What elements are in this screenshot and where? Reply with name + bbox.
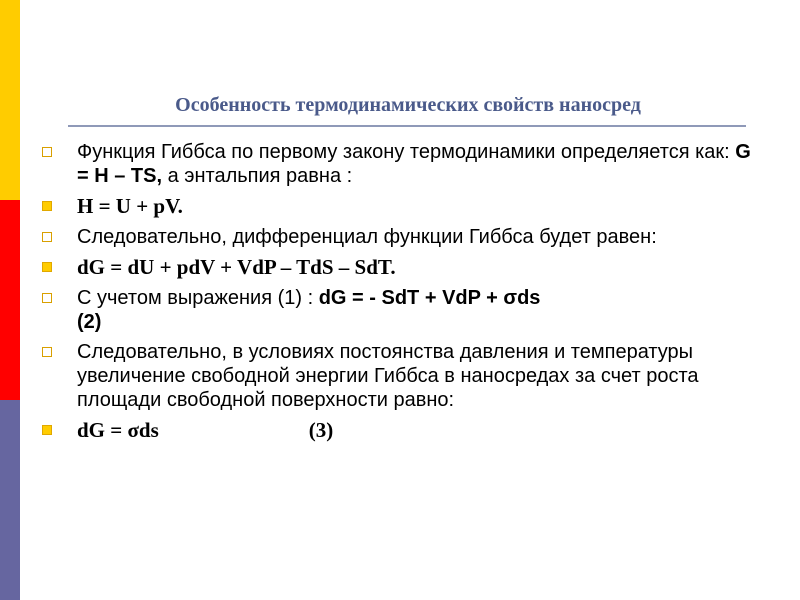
list-item: Следовательно, дифференциал функции Гиббса будет равен: [42, 225, 752, 249]
title-divider [68, 125, 746, 127]
list-item: Функция Гиббса по первому закону термодинамики определяется как: G = H – TS, а энтальпия равна : [42, 140, 752, 188]
list-item: Следовательно, в условиях постоянства давления и температуры увеличение свободной энергии Гиббса в наносредах за счет роста площади свободной поверхности равно: [42, 340, 752, 412]
filled-square-bullet-icon [42, 262, 52, 272]
hollow-square-bullet-icon [42, 293, 52, 303]
list-item: dG = dU + pdV + VdP – TdS – SdT. [42, 255, 752, 280]
bullet-list [42, 140, 752, 449]
list-item: H = U + pV. [42, 194, 752, 219]
filled-square-bullet-icon [42, 201, 52, 211]
slide-title: Особенность термодинамических свойств наносред [175, 94, 641, 116]
hollow-square-bullet-icon [42, 232, 52, 242]
list-item: С учетом выражения (1) : dG = - SdT + VdP + σds (2) [42, 286, 752, 334]
hollow-square-bullet-icon [42, 147, 52, 157]
accent-stripe-yellow [0, 0, 20, 200]
list-item: dG = σds (3) [42, 418, 752, 443]
accent-stripe-slate [0, 400, 20, 600]
accent-stripe-red [0, 200, 20, 400]
filled-square-bullet-icon [42, 425, 52, 435]
equation-number: (3) [308, 418, 334, 442]
hollow-square-bullet-icon [42, 347, 52, 357]
